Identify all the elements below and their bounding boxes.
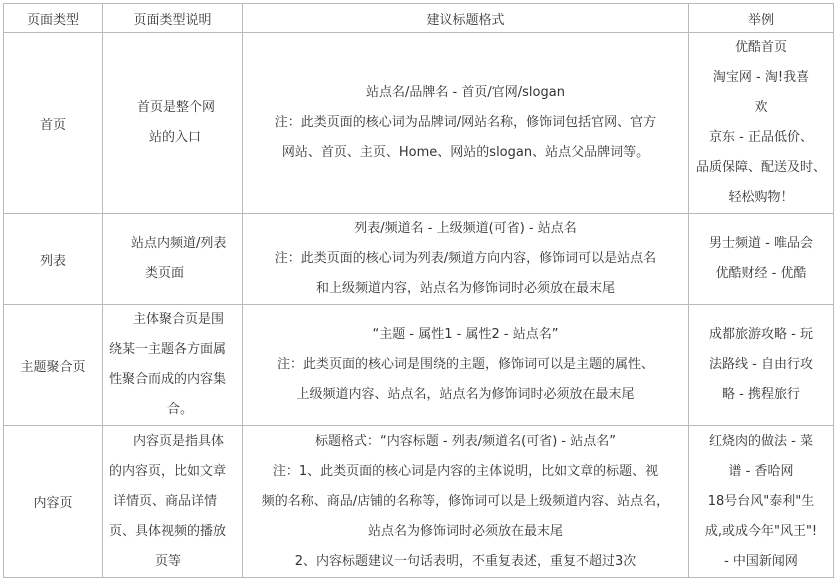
- page-type-cell: [4, 426, 103, 578]
- example-line: 优酷财经 - 优酷: [715, 266, 807, 281]
- example-line: 成都旅游攻略 - 玩: [709, 327, 813, 342]
- format-line: 列表/频道名 - 上级频道(可省) - 站点名: [354, 221, 577, 236]
- table-row: [4, 33, 834, 214]
- page-title-guide-table: [3, 3, 834, 578]
- example-line: 男士频道 - 唯品会: [709, 236, 813, 251]
- desc-line: 详情页、商品详情: [113, 493, 218, 509]
- title-format-cell: [243, 305, 689, 426]
- header-page-type: 页面类型: [4, 4, 103, 33]
- example-line: 法路线 - 自由行攻: [709, 357, 813, 372]
- example-line: 淘宝网 - 淘!我喜: [712, 70, 810, 85]
- format-line: 注：此类页面的核心词是围绕的主题，修饰词可以是主题的属性、: [276, 357, 654, 372]
- example-cell: [689, 214, 834, 305]
- format-line: 注：1、此类页面的核心词是内容的主体说明，比如文章的标题、视: [272, 463, 659, 479]
- title-format-cell: [243, 33, 689, 214]
- desc-line: 站点内频道/列表: [131, 236, 227, 251]
- format-line: 站点名为修饰词时必须放在最末尾: [367, 523, 563, 539]
- header-example: 举例: [689, 4, 834, 33]
- title-format-cell: [243, 426, 689, 578]
- format-line: 频的名称、商品/店铺的名称等，修饰词可以是上级频道内容、站点名，: [261, 493, 670, 509]
- example-line: 18号台风"泰利"生: [707, 493, 815, 509]
- header-title-format: 建议标题格式: [243, 4, 689, 33]
- example-cell: [689, 33, 834, 214]
- format-line: 上级频道内容、站点名，站点名为修饰词时必须放在最末尾: [296, 387, 635, 402]
- page-type-text: 主题聚合页: [20, 359, 86, 375]
- example-line: 谱 - 香哈网: [728, 463, 794, 479]
- desc-line: 合。: [167, 402, 194, 417]
- page-type-text: 首页: [39, 117, 66, 133]
- example-line: 成,或成今年"风王"!: [704, 523, 818, 539]
- table-row: [4, 305, 834, 426]
- example-line: 红烧肉的做法 - 菜: [709, 433, 813, 449]
- example-cell: [689, 426, 834, 578]
- desc-line: 绕某一主题各方面属: [109, 342, 227, 357]
- desc-line: 首页是整个网: [137, 100, 216, 115]
- desc-line: 性聚合而成的内容集: [109, 372, 227, 387]
- header-row: [4, 4, 834, 33]
- page-type-desc-cell: [103, 305, 243, 426]
- desc-line: 站的入口: [149, 130, 202, 145]
- example-line: 略 - 携程旅行: [722, 387, 800, 402]
- table-row: [4, 426, 834, 578]
- format-line: 标题格式：“内容标题 - 列表/频道名(可省) - 站点名”: [315, 433, 616, 449]
- example-cell: [689, 305, 834, 426]
- example-line: 欢: [754, 100, 768, 115]
- example-line: 轻松购物！: [728, 190, 794, 205]
- page-type-text: 内容页: [33, 496, 73, 511]
- format-line: “主题 - 属性1 - 属性2 - 站点名”: [372, 327, 559, 342]
- example-line: 品质保障、配送及时、: [695, 160, 826, 175]
- page-type-cell: [4, 214, 103, 305]
- page-type-desc-cell: [103, 214, 243, 305]
- desc-line: 页等: [155, 553, 182, 569]
- page-type-desc-cell: [103, 33, 243, 214]
- format-line: 站点名/品牌名 - 首页/官网/slogan: [366, 85, 565, 100]
- desc-line: 内容页是指具体: [133, 433, 225, 449]
- page-type-cell: [4, 305, 103, 426]
- page-type-desc-cell: [103, 426, 243, 578]
- page-type-text: 列表: [39, 253, 66, 269]
- desc-line: 的内容页，比如文章: [109, 463, 227, 479]
- page-type-cell: [4, 33, 103, 214]
- desc-line: 类页面: [145, 266, 185, 281]
- header-page-type-desc: 页面类型说明: [103, 4, 243, 33]
- example-line: 京东 - 正品低价、: [709, 130, 813, 145]
- table-row: [4, 214, 834, 305]
- format-line: 和上级频道内容，站点名为修饰词时必须放在最末尾: [315, 281, 615, 296]
- format-line: 2、内容标题建议一句话表明，不重复表述，重复不超过3次: [294, 553, 637, 569]
- title-format-cell: [243, 214, 689, 305]
- format-line: 网站、首页、主页、Home、网站的slogan、站点父品牌词等。: [281, 145, 650, 160]
- format-line: 注：此类页面的核心词为品牌词/网站名称，修饰词包括官网、官方: [274, 115, 657, 130]
- example-line: - 中国新闻网: [724, 553, 798, 569]
- desc-line: 页、具体视频的播放: [109, 523, 227, 539]
- example-line: 优酷首页: [734, 40, 787, 55]
- format-line: 注：此类页面的核心词为列表/频道方向内容，修饰词可以是站点名: [274, 251, 657, 266]
- desc-line: 主体聚合页是围: [133, 312, 225, 327]
